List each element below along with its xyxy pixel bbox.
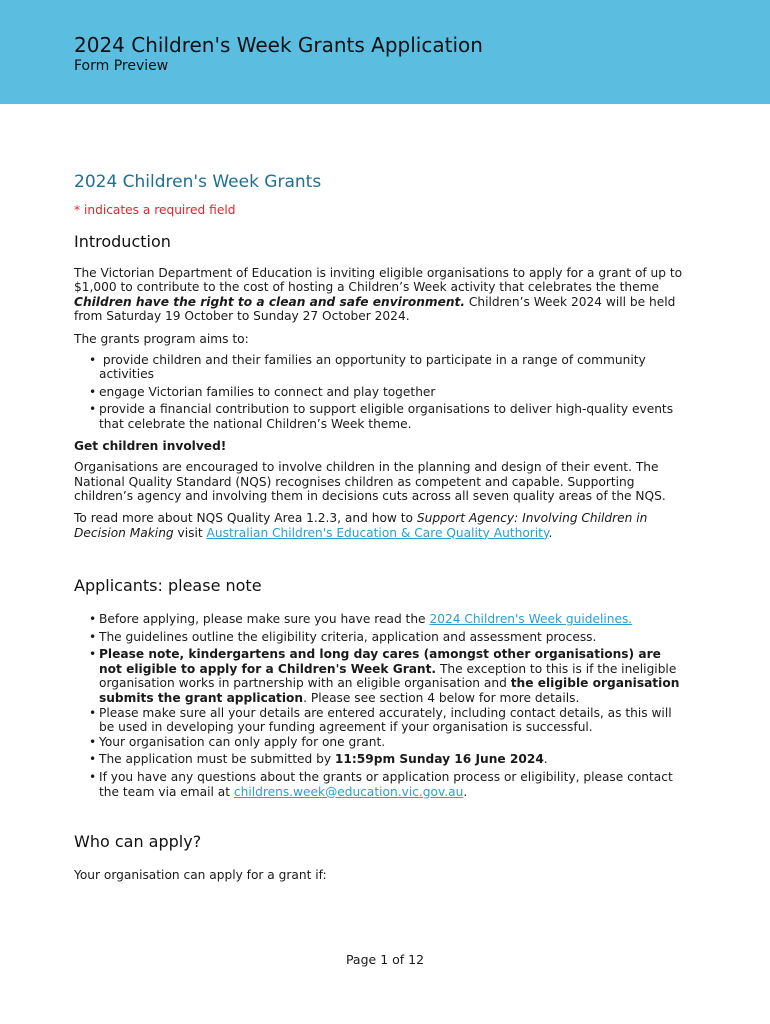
- list-item: [74, 630, 684, 645]
- intro-text-a: The Victorian Department of Education is inviting eligible organisations to apply for a grant of up to $1,000 to contribute to the cost of hosting a Children’s Week activity that celebrates the theme: [74, 265, 683, 295]
- form-content: [74, 170, 684, 883]
- applicants-note-heading: Applicants: please note: [74, 576, 262, 596]
- page-number: Page 1 of 12: [345, 952, 425, 967]
- note-text: Please make sure all your details are entered accurately, including contact details, as this will be used in developing your funding agreement if your organisation is successful.: [99, 705, 672, 735]
- list-item: [74, 385, 684, 400]
- theme-text: Children have the right to a clean and safe environment.: [74, 294, 466, 309]
- aim-text: provide a financial contribution to support eligible organisations to deliver high-quality events that celebrate the national Children’s Week theme.: [99, 402, 674, 431]
- who-can-apply-heading: Who can apply?: [74, 832, 202, 852]
- guidelines-link[interactable]: 2024 Children's Week guidelines.: [429, 612, 633, 627]
- bullet-icon: •: [89, 734, 97, 749]
- nqs-text-b: visit: [173, 525, 207, 540]
- list-item: [74, 647, 684, 705]
- involve-paragraph: Organisations are encouraged to involve children in the planning and design of their event. The National Quality Standard (NQS) recognises children as competent and capable. Supporting children’s agency and involving them in decisions cuts across all seven quality areas of the NQS.: [74, 460, 666, 504]
- aim-text: engage Victorian families to connect and play together: [99, 384, 436, 399]
- form-preview-subtitle: Form Preview: [74, 58, 169, 74]
- application-title: 2024 Children's Week Grants Application: [74, 33, 483, 57]
- introduction-heading: Introduction: [74, 231, 171, 251]
- bullet-icon: •: [89, 352, 97, 367]
- note-text: .: [543, 752, 548, 767]
- list-item: [74, 706, 684, 735]
- who-can-apply-paragraph: Your organisation can apply for a grant if:: [74, 868, 327, 883]
- list-item: [74, 770, 684, 799]
- bullet-icon: •: [89, 705, 97, 720]
- note-text: Your organisation can only apply for one grant.: [99, 734, 386, 749]
- bullet-icon: •: [89, 752, 97, 767]
- note-text: If you have any questions about the grants or application process or eligibility, please contact the team via email at: [99, 770, 673, 799]
- nqs-paragraph: [74, 511, 684, 540]
- note-text: . Please see section 4 below for more details.: [303, 691, 580, 706]
- bullet-icon: •: [89, 629, 97, 644]
- contact-email-link[interactable]: childrens.week@education.vic.gov.au: [233, 784, 464, 799]
- list-item: [74, 752, 684, 767]
- intro-text-b: Children’s Week 2024 will be held from Saturday 19 October to Sunday 27 October 2024.: [74, 294, 676, 324]
- nqs-italic: Support Agency: Involving Children in Decision Making: [74, 510, 648, 540]
- bullet-icon: •: [89, 612, 97, 627]
- note-bold: Please note, kindergartens and long day cares (amongst other organisations) are not eligible to apply for a Children's Week Grant.: [99, 647, 661, 676]
- aims-list: [74, 353, 684, 432]
- note-text: Before applying, please make sure you have read the: [99, 612, 430, 627]
- nqs-text-c: .: [548, 525, 553, 540]
- involve-heading: Get children involved!: [74, 438, 227, 453]
- page-header: [0, 0, 770, 104]
- required-field-note: * indicates a required field: [74, 203, 236, 217]
- aims-lead: The grants program aims to:: [74, 331, 249, 346]
- nqs-text-a: To read more about NQS Quality Area 1.2.3, and how to: [74, 510, 417, 525]
- note-text: The exception to this is if the ineligible organisation works in partnership with an eligible organisation and: [99, 661, 677, 691]
- applicants-note-list: [74, 612, 684, 799]
- list-item: [74, 735, 684, 750]
- bullet-icon: •: [89, 384, 97, 399]
- list-item: [74, 402, 684, 431]
- aim-text: provide children and their families an opportunity to participate in a range of community activities: [99, 352, 646, 382]
- deadline-text: 11:59pm Sunday 16 June 2024: [334, 752, 544, 767]
- note-text: The application must be submitted by: [99, 752, 335, 767]
- note-text: .: [463, 784, 468, 799]
- bullet-icon: •: [89, 647, 97, 662]
- list-item: [74, 612, 684, 627]
- intro-paragraph: [74, 266, 684, 324]
- acecqa-link[interactable]: Australian Children's Education & Care Quality Authority: [206, 525, 549, 540]
- list-item: [74, 353, 684, 382]
- form-title: 2024 Children's Week Grants: [74, 172, 322, 192]
- note-bold: the eligible organisation submits the grant application: [99, 676, 680, 706]
- bullet-icon: •: [89, 402, 97, 417]
- note-text: The guidelines outline the eligibility criteria, application and assessment process.: [99, 629, 597, 644]
- bullet-icon: •: [89, 770, 97, 785]
